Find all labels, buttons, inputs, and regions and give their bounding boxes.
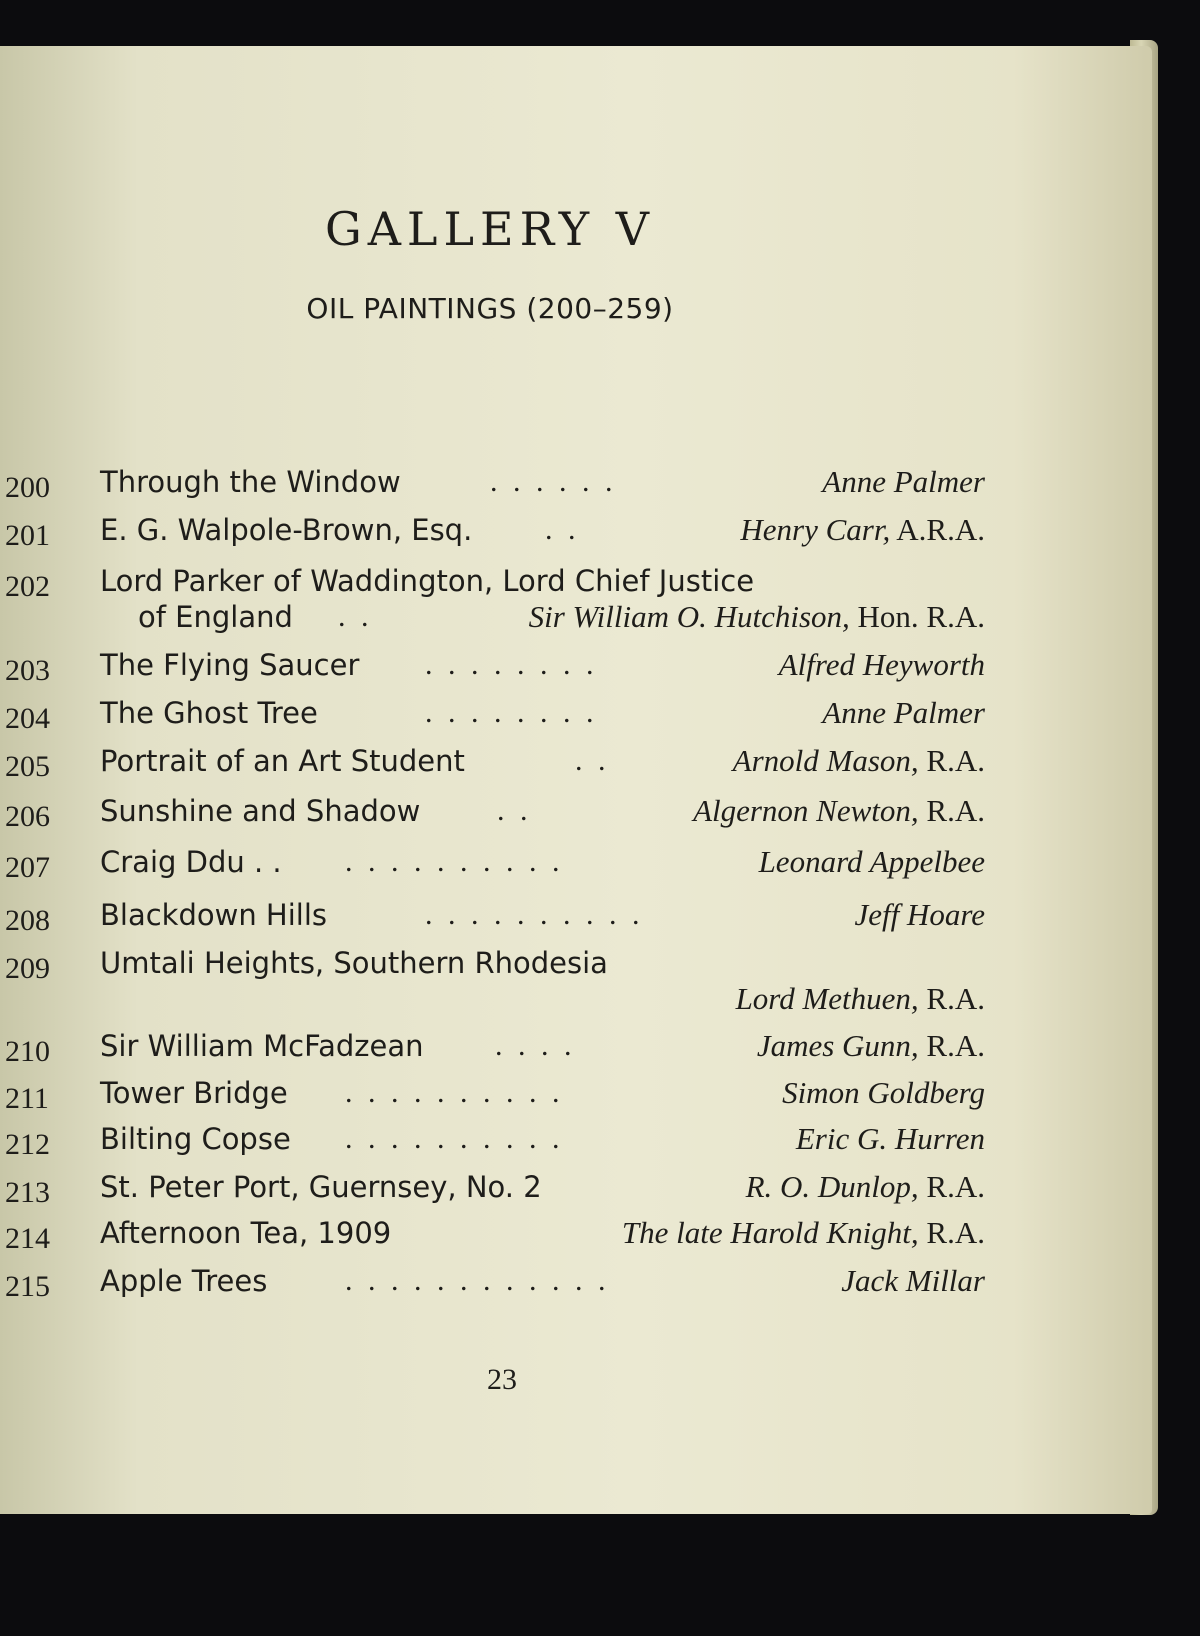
catalogue-entry	[0, 1169, 985, 1215]
catalogue-entry	[0, 1075, 985, 1121]
catalogue-entry	[0, 1121, 985, 1167]
entry-title: Lord Parker of Waddington, Lord Chief Justice	[100, 564, 755, 598]
entry-title: Blackdown Hills	[100, 898, 328, 932]
catalogue-entry	[0, 1028, 985, 1074]
catalogue-entry	[0, 512, 985, 558]
entry-title: The Flying Saucer	[100, 648, 360, 682]
entry-artist: Lord Methuen, R.A.	[735, 981, 985, 1016]
leader-dots: . . . . . .	[490, 465, 617, 498]
entry-artist: Leonard Appelbee	[758, 844, 985, 879]
entry-title: Through the Window	[100, 465, 401, 499]
entry-number: 207	[5, 851, 50, 884]
entry-title: The Ghost Tree	[100, 696, 318, 730]
entry-title: Sunshine and Shadow	[100, 794, 421, 828]
leader-dots: . . . . . . . . . .	[345, 1076, 564, 1109]
entry-number: 215	[5, 1270, 50, 1303]
entry-number: 206	[5, 800, 50, 833]
entry-number: 208	[5, 904, 50, 937]
entry-artist: Arnold Mason, R.A.	[732, 743, 985, 778]
entry-title: Umtali Heights, Southern Rhodesia	[100, 946, 608, 980]
entry-artist: Sir William O. Hutchison, Hon. R.A.	[528, 599, 985, 634]
entry-artist: Henry Carr, A.R.A.	[740, 512, 985, 547]
entry-artist: Algernon Newton, R.A.	[693, 793, 985, 828]
entry-artist: James Gunn, R.A.	[756, 1028, 985, 1063]
leader-dots: . . . . . . . .	[425, 648, 598, 681]
catalogue-page	[0, 46, 1152, 1514]
entry-number: 212	[5, 1128, 50, 1161]
catalogue-entry	[0, 464, 985, 510]
gallery-title: GALLERY V	[324, 202, 656, 256]
leader-dots: . .	[338, 600, 373, 633]
leader-dots: . . . . . . . . . .	[345, 845, 564, 878]
entry-title: Portrait of an Art Student	[100, 744, 465, 778]
catalogue-entry	[0, 844, 985, 890]
catalogue-entry	[0, 647, 985, 693]
leader-dots: . .	[575, 744, 610, 777]
entry-artist: Simon Goldberg	[782, 1075, 985, 1110]
entry-artist: The late Harold Knight, R.A.	[621, 1215, 985, 1250]
entry-number: 200	[5, 471, 50, 504]
entry-artist: Jack Millar	[841, 1263, 985, 1298]
catalogue-entry	[0, 945, 985, 1029]
entry-artist: R. O. Dunlop, R.A.	[745, 1169, 985, 1204]
catalogue-entry	[0, 563, 985, 647]
page-number: 23	[487, 1363, 517, 1396]
entry-title: Afternoon Tea, 1909	[100, 1216, 392, 1250]
entry-number: 202	[5, 570, 50, 603]
catalogue-entry	[0, 695, 985, 741]
catalogue-entry	[0, 743, 985, 789]
entry-artist: Eric G. Hurren	[795, 1121, 985, 1156]
leader-dots: . . . . . . . . . .	[425, 898, 644, 931]
entry-title: Tower Bridge	[100, 1076, 288, 1110]
entry-number: 210	[5, 1035, 50, 1068]
catalogue-entry	[0, 793, 985, 839]
entry-number: 204	[5, 702, 50, 735]
entry-title: Craig Ddu . .	[100, 845, 282, 879]
entry-title: St. Peter Port, Guernsey, No. 2	[100, 1170, 542, 1204]
entry-title-continued: of England	[138, 600, 293, 634]
entry-number: 213	[5, 1176, 50, 1209]
entry-number: 211	[5, 1082, 49, 1115]
leader-dots: . . . .	[495, 1029, 576, 1062]
entry-title: Sir William McFadzean	[100, 1029, 424, 1063]
entry-title: E. G. Walpole-Brown, Esq.	[100, 513, 473, 547]
entry-artist: Alfred Heyworth	[778, 647, 985, 682]
entry-artist: Jeff Hoare	[854, 897, 985, 932]
entry-number: 201	[5, 519, 50, 552]
section-title: OIL PAINTINGS (200–259)	[306, 292, 674, 325]
entry-number: 205	[5, 750, 50, 783]
entry-title: Bilting Copse	[100, 1122, 291, 1156]
leader-dots: . .	[497, 794, 532, 827]
leader-dots: . . . . . . . .	[425, 696, 598, 729]
entry-number: 203	[5, 654, 50, 687]
leader-dots: . . . . . . . . . .	[345, 1122, 564, 1155]
leader-dots: . .	[545, 513, 580, 546]
leader-dots: . . . . . . . . . . . .	[345, 1264, 610, 1297]
entry-artist: Anne Palmer	[822, 464, 985, 499]
catalogue-entry	[0, 1263, 985, 1309]
entry-number: 209	[5, 952, 50, 985]
entry-title: Apple Trees	[100, 1264, 268, 1298]
entry-artist: Anne Palmer	[822, 695, 985, 730]
catalogue-entry	[0, 1215, 985, 1261]
catalogue-entry	[0, 897, 985, 943]
entry-number: 214	[5, 1222, 50, 1255]
